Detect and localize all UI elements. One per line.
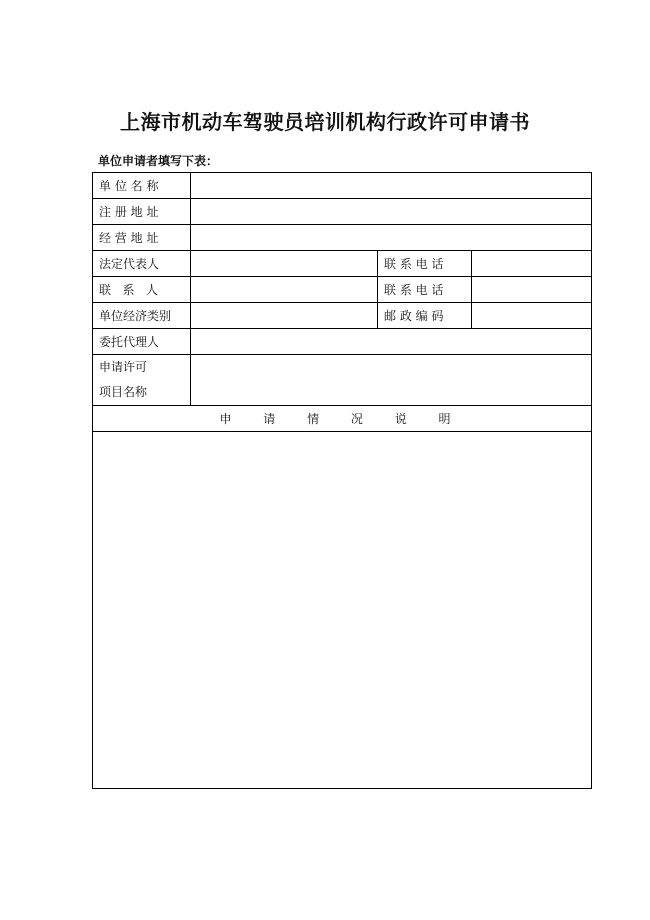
econ-type-field[interactable]: [191, 303, 378, 329]
row-project: [93, 355, 592, 406]
biz-address-label: 经 营 地 址: [93, 225, 191, 251]
description-header: 申 请 情 况 说 明: [93, 406, 592, 432]
legal-rep-label: 法定代表人: [93, 251, 191, 277]
contact-label: 联 系 人: [93, 277, 191, 303]
agent-field[interactable]: [191, 329, 592, 355]
page-title: 上海市机动车驾驶员培训机构行政许可申请书: [120, 110, 530, 134]
contact-field[interactable]: [191, 277, 378, 303]
row-legal-rep: [93, 251, 592, 277]
project-label-line1: 申请许可: [99, 360, 148, 374]
postcode-label: 邮 政 编 码: [378, 303, 472, 329]
row-description-header: [93, 406, 592, 432]
row-econ-type: [93, 303, 592, 329]
agent-label: 委托代理人: [93, 329, 191, 355]
biz-address-field[interactable]: [191, 225, 592, 251]
phone-label-1: 联 系 电 话: [378, 251, 472, 277]
reg-address-field[interactable]: [191, 199, 592, 225]
phone-field-2[interactable]: [472, 277, 592, 303]
reg-address-label: 注 册 地 址: [93, 199, 191, 225]
phone-label-2: 联 系 电 话: [378, 277, 472, 303]
row-agent: [93, 329, 592, 355]
row-description: [93, 432, 592, 789]
unit-name-field[interactable]: [191, 173, 592, 199]
row-contact: [93, 277, 592, 303]
econ-type-label: 单位经济类别: [93, 303, 191, 329]
row-unit-name: [93, 173, 592, 199]
postcode-field[interactable]: [472, 303, 592, 329]
phone-field-1[interactable]: [472, 251, 592, 277]
legal-rep-field[interactable]: [191, 251, 378, 277]
project-field[interactable]: [191, 355, 592, 406]
unit-name-label: 单 位 名 称: [93, 173, 191, 199]
description-field[interactable]: [93, 432, 592, 789]
application-form-table: [92, 172, 592, 789]
form-instruction: 单位申请者填写下表：: [98, 154, 219, 168]
row-reg-address: [93, 199, 592, 225]
row-biz-address: [93, 225, 592, 251]
project-label: [93, 355, 191, 406]
project-label-line2: 项目名称: [99, 385, 148, 399]
